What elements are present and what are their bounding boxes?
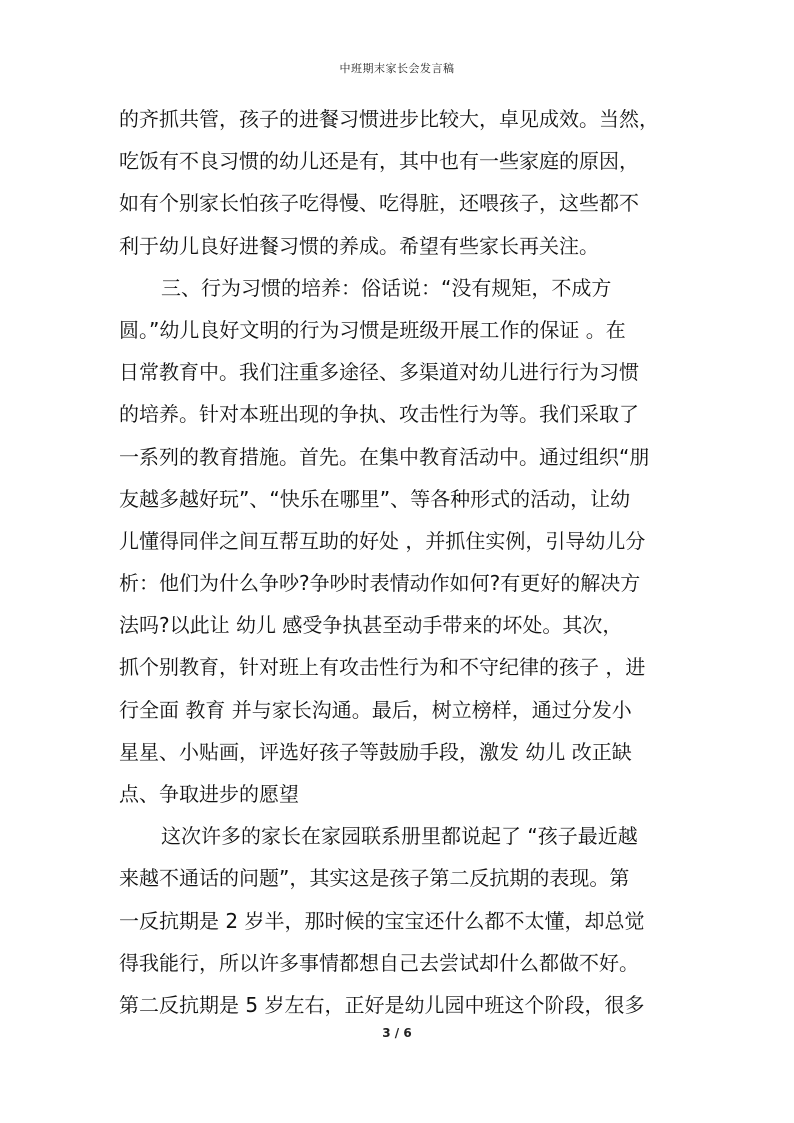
text-line: 如有个别家长怕孩子吃得慢、吃得脏，还喂孩子，这些都不 — [119, 191, 639, 216]
text-line: 法吗?以此让 幼儿 感受争执甚至动手带来的坏处。其次， — [119, 613, 623, 638]
text-line: 来越不通话的问题”，其实这是孩子第二反抗期的表现。第 — [119, 866, 630, 891]
text-line: 的齐抓共管，孩子的进餐习惯进步比较大，卓见成效。当然， — [119, 107, 659, 131]
document-body — [119, 98, 679, 1026]
text-line: 日常教育中。我们注重多途径、多渠道对幼儿进行行为习惯 — [119, 360, 639, 385]
text-line: 一系列的教育措施。首先。在集中教育活动中。通过组织“朋 — [119, 444, 650, 469]
text-line: 点、争取进步的愿望 — [119, 782, 299, 806]
paragraph-start-line: 这次许多的家长在家园联系册里都说起了 “孩子最近越 — [161, 824, 638, 849]
text-line: 第二反抗期是 5 岁左右，正好是幼儿园中班这个阶段，很多 — [119, 992, 645, 1017]
text-line: 的培养。针对本班出现的争执、攻击性行为等。我们采取了 — [119, 402, 639, 427]
page-number: 3 / 6 — [382, 1026, 412, 1040]
text-line: 友越多越好玩”、“快乐在哪里”、等各种形式的活动，让幼 — [119, 486, 631, 511]
page-header: 中班期末家长会发言稿 — [339, 62, 455, 75]
text-line: 得我能行，所以许多事情都想自己去尝试却什么都做不好。 — [119, 950, 639, 975]
text-line: 抓个别教育，针对班上有攻击性行为和不守纪律的孩子 ，进 — [119, 655, 646, 680]
text-line: 利于幼儿良好进餐习惯的养成。希望有些家长再关注。 — [119, 233, 599, 258]
text-line: 吃饭有不良习惯的幼儿还是有，其中也有一些家庭的原因， — [119, 149, 639, 174]
paragraph-start-line: 三、行为习惯的培养：俗话说：“没有规矩，不成方 — [161, 275, 612, 300]
text-line: 星星、小贴画，评选好孩子等鼓励手段，激发 幼儿 改正缺 — [119, 739, 632, 764]
text-line: 行全面 教育 并与家长沟通。最后，树立榜样，通过分发小 — [119, 697, 632, 722]
text-line: 一反抗期是 2 岁半，那时候的宝宝还什么都不太懂，却总觉 — [119, 908, 645, 933]
text-line: 析：他们为什么争吵?争吵时表情动作如何?有更好的解决方 — [119, 571, 641, 596]
text-line: 儿懂得同伴之间互帮互助的好处 ，并抓住实例，引导幼儿分 — [119, 528, 646, 553]
text-line: 圆。”幼儿良好文明的行为习惯是班级开展工作的保证 。在 — [119, 317, 626, 342]
